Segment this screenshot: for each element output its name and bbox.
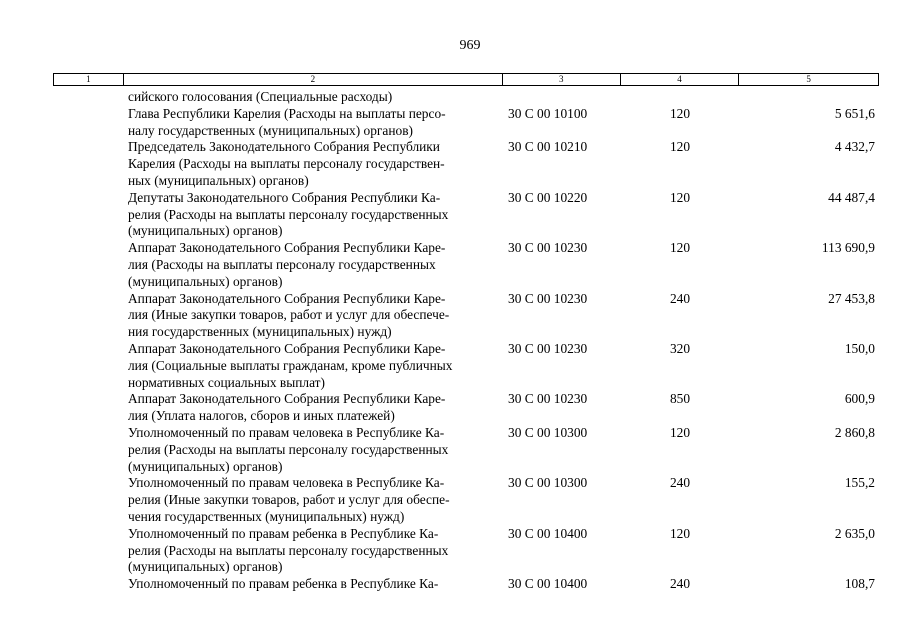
row-amount: 2 860,8	[834, 424, 875, 440]
row-code: 30 С 00 10400	[508, 576, 588, 592]
description-line: (муниципальных) органов)	[128, 223, 283, 239]
row-description	[128, 425, 496, 475]
description-line: лия (Уплата налогов, сборов и иных платежей)	[128, 408, 395, 424]
table-row	[0, 576, 905, 593]
table-body	[0, 89, 905, 593]
row-expense-type: 120	[669, 240, 691, 256]
description-line: Уполномоченный по правам человека в Республике Ка-	[128, 475, 445, 491]
description-line: релия (Расходы на выплаты персоналу государственных	[128, 542, 449, 558]
row-amount: 155,2	[844, 475, 875, 491]
row-amount: 600,9	[844, 391, 875, 407]
table-row	[0, 139, 905, 189]
description-line: (муниципальных) органов)	[128, 458, 283, 474]
description-line: ных (муниципальных) органов)	[128, 172, 309, 188]
description-line: Глава Республики Карелия (Расходы на выплаты персо-	[128, 105, 446, 121]
description-line: релия (Иные закупки товаров, работ и услуг для обеспе-	[128, 492, 450, 508]
description-line: релия (Расходы на выплаты персоналу государственных	[128, 206, 449, 222]
row-expense-type: 120	[669, 105, 691, 121]
row-expense-type: 240	[669, 475, 691, 491]
description-line: Депутаты Законодательного Собрания Республики Ка-	[128, 189, 441, 205]
row-amount: 150,0	[844, 340, 875, 356]
description-line: Уполномоченный по правам человека в Республике Ка-	[128, 424, 445, 440]
row-code: 30 С 00 10230	[508, 240, 588, 256]
row-expense-type: 320	[669, 340, 691, 356]
table-row	[0, 341, 905, 391]
description-line: лия (Иные закупки товаров, работ и услуг для обеспече-	[128, 307, 450, 323]
row-expense-type: 240	[669, 576, 691, 592]
row-description	[128, 391, 496, 425]
header-col-1: 1	[86, 74, 91, 84]
table-row	[0, 425, 905, 475]
table-row	[0, 475, 905, 525]
header-col-5: 5	[738, 74, 878, 85]
description-line: лия (Социальные выплаты гражданам, кроме публичных	[128, 357, 453, 373]
header-col-3: 3	[502, 74, 620, 85]
page-number: 969	[459, 38, 481, 53]
row-expense-type: 120	[669, 189, 691, 205]
description-line: нормативных социальных выплат)	[128, 374, 325, 390]
row-description	[128, 291, 496, 341]
row-expense-type: 120	[669, 424, 691, 440]
row-code: 30 С 00 10300	[508, 475, 588, 491]
row-code: 30 С 00 10300	[508, 424, 588, 440]
row-expense-type: 120	[669, 525, 691, 541]
description-line: Аппарат Законодательного Собрания Республики Каре-	[128, 240, 446, 256]
row-code: 30 С 00 10400	[508, 525, 588, 541]
continuation-text: сийского голосования (Специальные расходы)	[128, 89, 393, 104]
row-amount: 4 432,7	[834, 139, 875, 155]
row-amount: 27 453,8	[828, 290, 875, 306]
description-line: релия (Расходы на выплаты персоналу государственных	[128, 441, 449, 457]
row-description	[128, 240, 496, 290]
header-col-2: 2	[123, 74, 502, 85]
row-description	[128, 576, 496, 593]
row-description	[128, 526, 496, 576]
row-description	[128, 475, 496, 525]
row-description	[128, 139, 496, 189]
table-header	[53, 73, 879, 86]
description-line: лия (Расходы на выплаты персоналу государственных	[128, 256, 436, 272]
description-line: Уполномоченный по правам ребенка в Республике Ка-	[128, 525, 439, 541]
row-expense-type: 240	[669, 290, 691, 306]
row-code: 30 С 00 10230	[508, 340, 588, 356]
row-amount: 5 651,6	[834, 105, 875, 121]
row-code: 30 С 00 10230	[508, 391, 588, 407]
table-row	[0, 240, 905, 290]
description-line: Аппарат Законодательного Собрания Республики Каре-	[128, 340, 446, 356]
description-line: Карелия (Расходы на выплаты персоналу государствен-	[128, 156, 445, 172]
row-description	[128, 106, 496, 140]
row-expense-type: 120	[669, 139, 691, 155]
row-amount: 2 635,0	[834, 525, 875, 541]
row-description	[128, 190, 496, 240]
row-description	[128, 341, 496, 391]
table-row	[0, 106, 905, 140]
row-amount: 113 690,9	[821, 240, 875, 256]
table-row	[0, 526, 905, 576]
row-code: 30 С 00 10220	[508, 189, 588, 205]
row-amount: 108,7	[844, 576, 875, 592]
table-row	[0, 291, 905, 341]
description-line: чения государственных (муниципальных) нужд)	[128, 508, 405, 524]
header-col-4: 4	[620, 74, 739, 85]
row-expense-type: 850	[669, 391, 691, 407]
description-line: Аппарат Законодательного Собрания Республики Каре-	[128, 290, 446, 306]
description-line: ния государственных (муниципальных) нужд)	[128, 324, 392, 340]
continuation-row	[0, 89, 905, 106]
row-code: 30 С 00 10210	[508, 139, 588, 155]
description-line: Председатель Законодательного Собрания Республики	[128, 139, 440, 155]
table-row	[0, 190, 905, 240]
description-line: (муниципальных) органов)	[128, 273, 283, 289]
description-line: налу государственных (муниципальных) органов)	[128, 122, 414, 138]
table-row	[0, 391, 905, 425]
row-code: 30 С 00 10100	[508, 105, 588, 121]
row-code: 30 С 00 10230	[508, 290, 588, 306]
row-amount: 44 487,4	[828, 189, 875, 205]
description-line: Уполномоченный по правам ребенка в Республике Ка-	[128, 576, 439, 592]
description-line: (муниципальных) органов)	[128, 559, 283, 575]
description-line: Аппарат Законодательного Собрания Республики Каре-	[128, 391, 446, 407]
